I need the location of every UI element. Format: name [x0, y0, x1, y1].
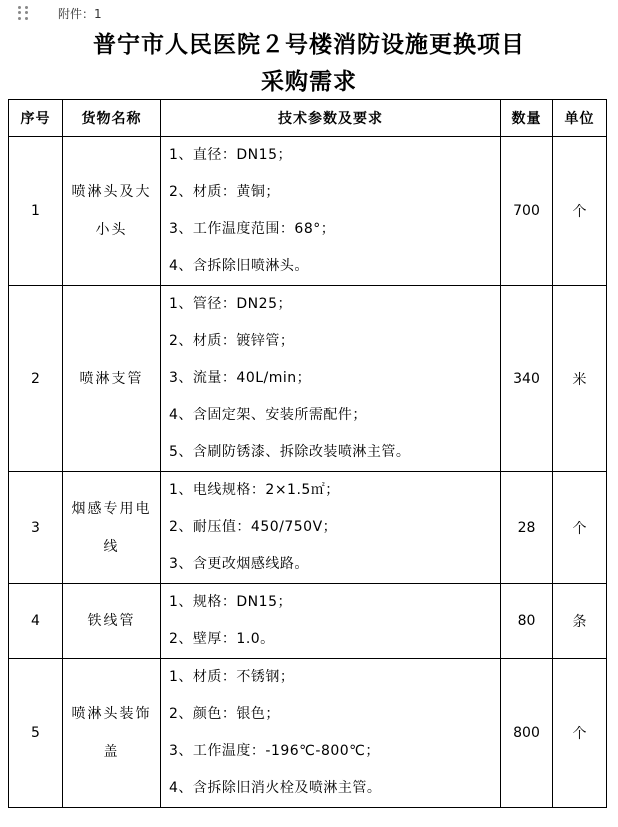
- cell-name: 喷淋头装饰盖: [63, 659, 161, 808]
- procurement-table: [8, 99, 607, 808]
- cell-unit: 米: [553, 286, 607, 472]
- cell-name: 烟感专用电线: [63, 472, 161, 584]
- cell-unit: 条: [553, 584, 607, 659]
- drag-handle-icon[interactable]: [18, 6, 30, 20]
- cell-qty: 800: [501, 659, 553, 808]
- spec-line: 4、含拆除旧消火栓及喷淋主管。: [169, 780, 382, 796]
- cell-no: 2: [9, 286, 63, 472]
- spec-line: 1、规格：DN15；: [169, 594, 292, 610]
- table-row: [9, 472, 607, 584]
- table-row: [9, 286, 607, 472]
- cell-unit: 个: [553, 659, 607, 808]
- table-row: [9, 659, 607, 808]
- cell-spec: [161, 584, 501, 659]
- cell-no: 3: [9, 472, 63, 584]
- header-no: 序号: [9, 100, 63, 137]
- header-unit: 单位: [553, 100, 607, 137]
- header-qty: 数量: [501, 100, 553, 137]
- cell-no: 4: [9, 584, 63, 659]
- spec-line: 2、材质：黄铜；: [169, 184, 280, 200]
- table-row: [9, 584, 607, 659]
- cell-qty: 340: [501, 286, 553, 472]
- spec-line: 1、材质：不锈钢；: [169, 669, 295, 685]
- cell-spec: [161, 137, 501, 286]
- cell-qty: 28: [501, 472, 553, 584]
- spec-line: 3、含更改烟感线路。: [169, 556, 309, 572]
- spec-line: 3、流量：40L/min；: [169, 370, 312, 386]
- spec-line: 4、含固定架、安装所需配件；: [169, 407, 367, 423]
- spec-line: 1、直径：DN15；: [169, 147, 292, 163]
- spec-line: 1、管径：DN25；: [169, 296, 292, 312]
- cell-spec: [161, 286, 501, 472]
- spec-line: 2、壁厚：1.0。: [169, 631, 275, 647]
- table-header-row: [9, 100, 607, 137]
- document-title: 普宁市人民医院２号楼消防设施更换项目: [93, 31, 525, 58]
- spec-line: 3、工作温度范围：68°；: [169, 221, 336, 237]
- cell-unit: 个: [553, 472, 607, 584]
- spec-line: 2、颜色：银色；: [169, 706, 280, 722]
- spec-line: 4、含拆除旧喷淋头。: [169, 258, 309, 274]
- cell-qty: 80: [501, 584, 553, 659]
- spec-line: 1、电线规格：2×1.5㎡；: [169, 482, 340, 498]
- cell-spec: [161, 472, 501, 584]
- document-subtitle: 采购需求: [261, 68, 357, 95]
- cell-spec: [161, 659, 501, 808]
- table-row: [9, 137, 607, 286]
- cell-no: 1: [9, 137, 63, 286]
- cell-name: 喷淋头及大小头: [63, 137, 161, 286]
- spec-line: 5、含刷防锈漆、拆除改装喷淋主管。: [169, 444, 411, 460]
- spec-line: 3、工作温度：-196℃-800℃；: [169, 743, 380, 759]
- cell-no: 5: [9, 659, 63, 808]
- spec-line: 2、材质：镀锌管；: [169, 333, 295, 349]
- cell-name: 喷淋支管: [63, 286, 161, 472]
- cell-name: 铁线管: [63, 584, 161, 659]
- cell-qty: 700: [501, 137, 553, 286]
- cell-unit: 个: [553, 137, 607, 286]
- header-name: 货物名称: [63, 100, 161, 137]
- attachment-label: 附件：1: [58, 7, 102, 21]
- header-spec: 技术参数及要求: [161, 100, 501, 137]
- spec-line: 2、耐压值：450/750V；: [169, 519, 338, 535]
